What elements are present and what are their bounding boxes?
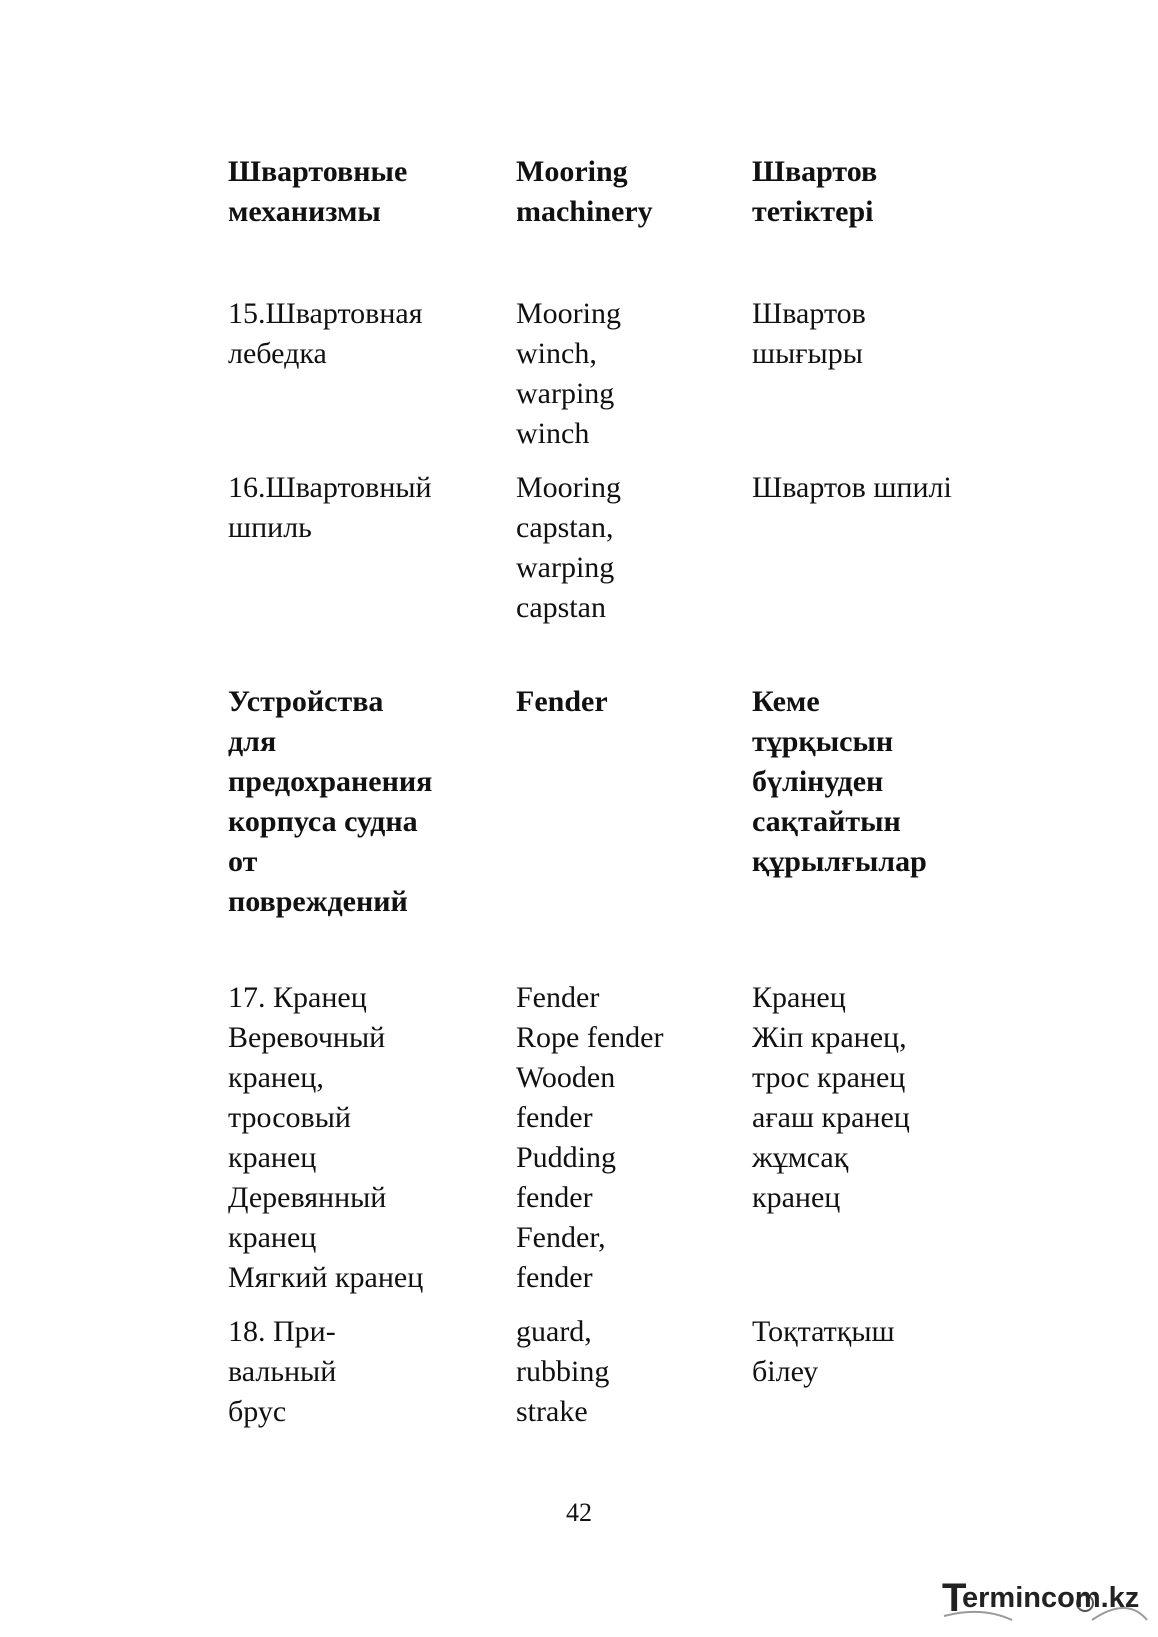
term-17-kz: Кранец Жіп кранец, трос кранец ағаш кранец жұмсақ кранец bbox=[752, 981, 910, 1214]
section-2-header-en: Fender bbox=[516, 685, 608, 718]
term-15-kz: Швартов шығыры bbox=[752, 297, 866, 370]
term-15-ru: 15.Швартовная лебедка bbox=[228, 297, 423, 370]
term-17-en: Fender Rope fender Wooden fender Pudding fender Fender, fender bbox=[516, 981, 664, 1294]
term-15-en: Mooring winch, warping winch bbox=[516, 297, 621, 450]
term-16-kz: Швартов шпилі bbox=[752, 471, 952, 504]
page-number: 42 bbox=[566, 1498, 592, 1527]
termincom-logo bbox=[942, 1576, 1152, 1626]
logo-text: ermincom.kz bbox=[962, 1582, 1140, 1614]
section-1-header-kz: Швартов тетіктері bbox=[752, 155, 878, 228]
term-16-en: Mooring capstan, warping capstan bbox=[516, 471, 621, 624]
term-18-ru: 18. При- вальный брус bbox=[228, 1315, 337, 1428]
logo-letter-t: T bbox=[942, 1576, 967, 1620]
section-2-header-ru: Устройства для предохранения корпуса судна от повреждений bbox=[228, 685, 433, 918]
term-18-kz: Тоқтатқыш білеу bbox=[752, 1315, 895, 1388]
section-1-header-ru: Швартовные механизмы bbox=[228, 155, 408, 228]
term-16-ru: 16.Швартовный шпиль bbox=[228, 471, 432, 544]
section-2-header-kz: Кеме тұрқысын бүлінуден сақтайтын құрылғылар bbox=[752, 685, 927, 878]
section-1-header-en: Mooring machinery bbox=[516, 155, 653, 228]
term-17-ru: 17. Кранец Веревочный кранец, тросовый кранец Деревянный кранец Мягкий кранец bbox=[228, 981, 424, 1294]
term-18-en: guard, rubbing strake bbox=[516, 1315, 610, 1428]
